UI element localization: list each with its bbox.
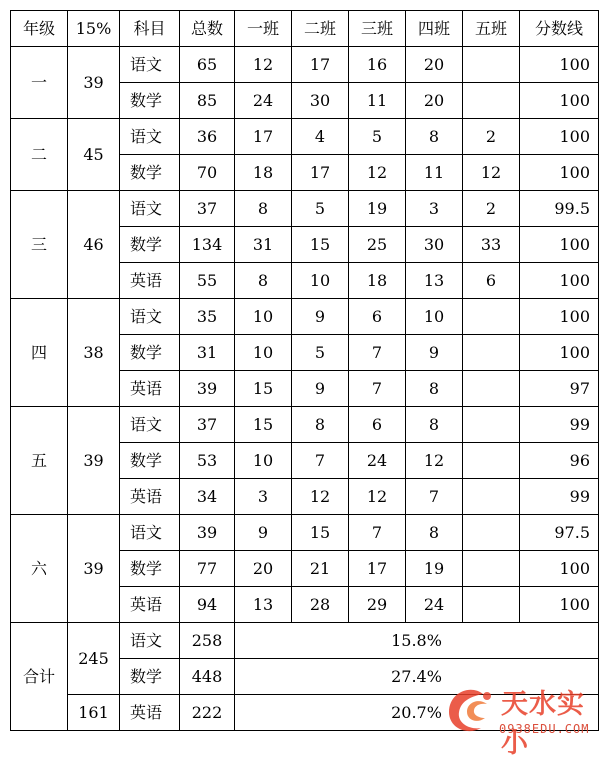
percent-cell: 38	[68, 299, 120, 407]
class-1-cell: 12	[235, 47, 292, 83]
class-3-cell: 19	[349, 191, 406, 227]
percent-cell: 39	[68, 515, 120, 623]
class-2-cell: 12	[292, 479, 349, 515]
class-2-cell: 5	[292, 191, 349, 227]
class-1-cell: 10	[235, 299, 292, 335]
score-line-cell: 100	[520, 551, 599, 587]
class-5-cell: 12	[463, 155, 520, 191]
class-4-cell: 8	[406, 119, 463, 155]
grade-cell: 一	[11, 47, 68, 119]
total-cell: 85	[180, 83, 235, 119]
class-5-cell: 33	[463, 227, 520, 263]
grade-cell: 五	[11, 407, 68, 515]
class-5-cell	[463, 479, 520, 515]
grade-cell: 二	[11, 119, 68, 191]
class-5-cell: 2	[463, 191, 520, 227]
header-row	[11, 11, 599, 47]
subject-cell: 语文	[120, 515, 180, 551]
score-line-cell: 99	[520, 407, 599, 443]
class-4-cell: 8	[406, 515, 463, 551]
percent-cell: 39	[68, 407, 120, 515]
class-4-cell: 8	[406, 407, 463, 443]
class-2-cell: 10	[292, 263, 349, 299]
class-1-cell: 20	[235, 551, 292, 587]
summary-percent-main: 245	[68, 623, 120, 695]
percent-cell: 46	[68, 191, 120, 299]
class-4-cell: 20	[406, 83, 463, 119]
percent-cell: 39	[68, 47, 120, 119]
total-cell: 258	[180, 623, 235, 659]
class-1-cell: 24	[235, 83, 292, 119]
grade-cell: 三	[11, 191, 68, 299]
class-4-cell: 8	[406, 371, 463, 407]
header-class-2: 二班	[292, 11, 349, 47]
watermark	[437, 680, 607, 759]
class-5-cell	[463, 83, 520, 119]
class-3-cell: 29	[349, 587, 406, 623]
total-cell: 36	[180, 119, 235, 155]
score-line-cell: 100	[520, 587, 599, 623]
score-line-cell: 100	[520, 335, 599, 371]
class-1-cell: 13	[235, 587, 292, 623]
subject-cell: 语文	[120, 299, 180, 335]
class-2-cell: 8	[292, 407, 349, 443]
watermark-domain: 0938EDU.COM	[499, 722, 590, 736]
subject-cell: 语文	[120, 623, 180, 659]
class-3-cell: 24	[349, 443, 406, 479]
score-line-cell: 100	[520, 299, 599, 335]
subject-cell: 数学	[120, 443, 180, 479]
subject-cell: 英语	[120, 587, 180, 623]
class-1-cell: 8	[235, 263, 292, 299]
total-cell: 55	[180, 263, 235, 299]
header-total: 总数	[180, 11, 235, 47]
header-class-5: 五班	[463, 11, 520, 47]
class-3-cell: 7	[349, 515, 406, 551]
class-4-cell: 11	[406, 155, 463, 191]
subject-cell: 数学	[120, 551, 180, 587]
class-2-cell: 9	[292, 299, 349, 335]
class-3-cell: 18	[349, 263, 406, 299]
class-2-cell: 30	[292, 83, 349, 119]
class-2-cell: 7	[292, 443, 349, 479]
header-subject: 科目	[120, 11, 180, 47]
class-4-cell: 9	[406, 335, 463, 371]
class-5-cell	[463, 47, 520, 83]
class-4-cell: 13	[406, 263, 463, 299]
class-4-cell: 10	[406, 299, 463, 335]
summary-percent-english: 161	[68, 695, 120, 731]
class-5-cell	[463, 515, 520, 551]
header-class-3: 三班	[349, 11, 406, 47]
swirl-logo-icon	[441, 682, 499, 740]
total-cell: 31	[180, 335, 235, 371]
header-percent: 15%	[68, 11, 120, 47]
header-grade: 年级	[11, 11, 68, 47]
score-table	[10, 10, 599, 731]
class-5-cell	[463, 299, 520, 335]
class-5-cell: 6	[463, 263, 520, 299]
class-1-cell: 9	[235, 515, 292, 551]
percent-cell: 45	[68, 119, 120, 191]
class-4-cell: 12	[406, 443, 463, 479]
score-line-cell: 97	[520, 371, 599, 407]
subject-cell: 语文	[120, 407, 180, 443]
subject-cell: 语文	[120, 47, 180, 83]
summary-row	[11, 623, 599, 659]
subject-cell: 数学	[120, 335, 180, 371]
subject-cell: 英语	[120, 479, 180, 515]
table-row	[11, 47, 599, 83]
total-cell: 70	[180, 155, 235, 191]
score-line-cell: 100	[520, 227, 599, 263]
class-5-cell: 2	[463, 119, 520, 155]
class-1-cell: 15	[235, 371, 292, 407]
total-cell: 37	[180, 407, 235, 443]
subject-cell: 语文	[120, 191, 180, 227]
class-3-cell: 11	[349, 83, 406, 119]
class-1-cell: 8	[235, 191, 292, 227]
class-4-cell: 19	[406, 551, 463, 587]
subject-cell: 数学	[120, 659, 180, 695]
score-line-cell: 100	[520, 155, 599, 191]
rate-cell: 15.8%	[235, 623, 599, 659]
class-3-cell: 16	[349, 47, 406, 83]
class-3-cell: 17	[349, 551, 406, 587]
class-3-cell: 7	[349, 335, 406, 371]
table-row	[11, 299, 599, 335]
class-3-cell: 12	[349, 155, 406, 191]
class-2-cell: 17	[292, 47, 349, 83]
table-row	[11, 191, 599, 227]
total-cell: 65	[180, 47, 235, 83]
class-3-cell: 25	[349, 227, 406, 263]
rate-cell: 20.7%	[235, 695, 599, 731]
subject-cell: 数学	[120, 227, 180, 263]
table-row	[11, 407, 599, 443]
score-line-cell: 100	[520, 263, 599, 299]
table-row	[11, 119, 599, 155]
class-2-cell: 17	[292, 155, 349, 191]
class-1-cell: 17	[235, 119, 292, 155]
subject-cell: 英语	[120, 263, 180, 299]
class-3-cell: 5	[349, 119, 406, 155]
header-class-4: 四班	[406, 11, 463, 47]
class-3-cell: 12	[349, 479, 406, 515]
class-2-cell: 28	[292, 587, 349, 623]
table-row	[11, 515, 599, 551]
class-5-cell	[463, 587, 520, 623]
class-2-cell: 9	[292, 371, 349, 407]
class-2-cell: 21	[292, 551, 349, 587]
class-2-cell: 4	[292, 119, 349, 155]
class-4-cell: 7	[406, 479, 463, 515]
class-2-cell: 5	[292, 335, 349, 371]
score-line-cell: 96	[520, 443, 599, 479]
class-3-cell: 6	[349, 299, 406, 335]
summary-label: 合计	[11, 623, 68, 731]
class-1-cell: 10	[235, 443, 292, 479]
grade-cell: 六	[11, 515, 68, 623]
total-cell: 222	[180, 695, 235, 731]
class-5-cell	[463, 551, 520, 587]
class-2-cell: 15	[292, 515, 349, 551]
class-5-cell	[463, 371, 520, 407]
class-5-cell	[463, 443, 520, 479]
total-cell: 94	[180, 587, 235, 623]
class-3-cell: 7	[349, 371, 406, 407]
total-cell: 34	[180, 479, 235, 515]
subject-cell: 英语	[120, 695, 180, 731]
score-line-cell: 99	[520, 479, 599, 515]
subject-cell: 英语	[120, 371, 180, 407]
total-cell: 134	[180, 227, 235, 263]
total-cell: 53	[180, 443, 235, 479]
watermark-name: 天水实小	[501, 689, 585, 759]
class-1-cell: 31	[235, 227, 292, 263]
total-cell: 35	[180, 299, 235, 335]
class-5-cell	[463, 335, 520, 371]
class-1-cell: 15	[235, 407, 292, 443]
class-4-cell: 24	[406, 587, 463, 623]
class-4-cell: 30	[406, 227, 463, 263]
total-cell: 448	[180, 659, 235, 695]
subject-cell: 数学	[120, 83, 180, 119]
class-4-cell: 3	[406, 191, 463, 227]
class-1-cell: 10	[235, 335, 292, 371]
class-1-cell: 18	[235, 155, 292, 191]
header-class-1: 一班	[235, 11, 292, 47]
total-cell: 77	[180, 551, 235, 587]
grade-cell: 四	[11, 299, 68, 407]
rate-cell: 27.4%	[235, 659, 599, 695]
header-score-line: 分数线	[520, 11, 599, 47]
score-line-cell: 100	[520, 119, 599, 155]
total-cell: 39	[180, 515, 235, 551]
class-4-cell: 20	[406, 47, 463, 83]
subject-cell: 数学	[120, 155, 180, 191]
class-2-cell: 15	[292, 227, 349, 263]
subject-cell: 语文	[120, 119, 180, 155]
total-cell: 37	[180, 191, 235, 227]
class-5-cell	[463, 407, 520, 443]
class-3-cell: 6	[349, 407, 406, 443]
score-line-cell: 100	[520, 83, 599, 119]
score-line-cell: 97.5	[520, 515, 599, 551]
score-line-cell: 99.5	[520, 191, 599, 227]
total-cell: 39	[180, 371, 235, 407]
class-1-cell: 3	[235, 479, 292, 515]
score-line-cell: 100	[520, 47, 599, 83]
